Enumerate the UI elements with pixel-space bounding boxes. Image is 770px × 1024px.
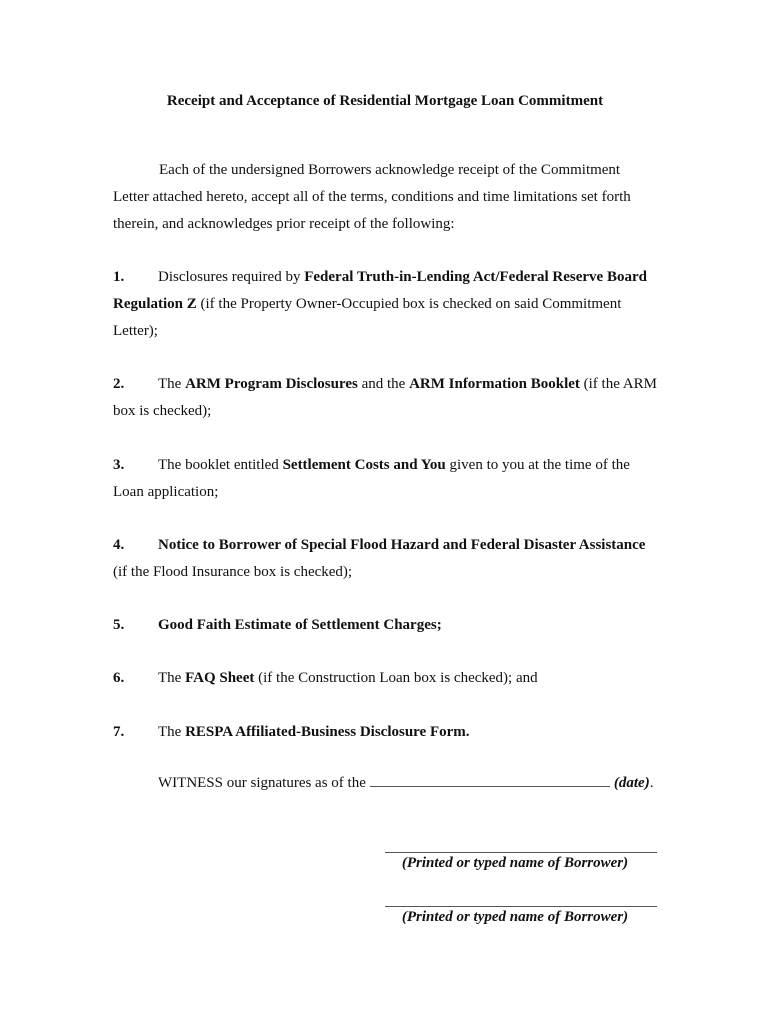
item-bold-text: RESPA Affiliated-Business Disclosure Form. — [185, 724, 470, 740]
signature-line-1[interactable] — [385, 852, 657, 853]
date-label: (date) — [613, 775, 650, 791]
item-bold-text: Good Faith Estimate of Settlement Charges; — [158, 617, 442, 633]
item-number: 1. — [113, 269, 125, 285]
list-item-1: 1. Disclosures required by Federal Truth-in-Lending Act/Federal Reserve Board Regulation Z (if the Property Owner-Occupied box is checked on said Commitment Letter); — [113, 264, 658, 345]
signature-label-1: (Printed or typed name of Borrower) — [401, 855, 629, 871]
signature-label-2: (Printed or typed name of Borrower) — [401, 909, 629, 925]
item-number: 6. — [113, 670, 125, 686]
item-number: 7. — [113, 724, 125, 740]
item-number: 3. — [113, 457, 125, 473]
list-item-5 — [113, 612, 658, 639]
item-number: 4. — [113, 537, 125, 553]
item-number: 5. — [113, 617, 125, 633]
item-bold-text: Federal Truth-in-Lending Act/Federal Reserve Board Regulation Z — [113, 269, 647, 312]
document-title: Receipt and Acceptance of Residential Mortgage Loan Commitment — [166, 93, 604, 109]
item-bold-text: FAQ Sheet — [185, 670, 255, 686]
item-bold-text: ARM Program Disclosures — [185, 376, 358, 392]
item-bold-text: Notice to Borrower of Special Flood Hazard and Federal Disaster Assistance — [158, 537, 646, 553]
signature-line-2[interactable] — [385, 906, 657, 907]
date-input-line[interactable] — [370, 774, 610, 787]
list-item-7: 7. The RESPA Affiliated-Business Disclosure Form. — [113, 719, 658, 746]
list-item-2: 2. The ARM Program Disclosures and the ARM Information Booklet (if the ARM box is checked); — [113, 371, 658, 425]
item-bold-text: ARM Information Booklet — [409, 376, 580, 392]
list-item-6: 6. The FAQ Sheet (if the Construction Loan box is checked); and — [113, 665, 658, 692]
intro-text: Each of the undersigned Borrowers acknowledge receipt of the Commitment Letter attached hereto, accept all of the terms, conditions and time limitations set forth therein, and acknowledges prior receipt of the following: — [113, 162, 631, 232]
list-item-3: 3. The booklet entitled Settlement Costs and You given to you at the time of the Loan application; — [113, 452, 658, 506]
item-bold-text: Settlement Costs and You — [282, 457, 446, 473]
witness-text: WITNESS our signatures as of the — [158, 775, 366, 791]
witness-line: WITNESS our signatures as of the (date). — [158, 775, 654, 791]
item-number: 2. — [113, 376, 125, 392]
intro-paragraph — [113, 157, 658, 238]
list-item-4: 4. Notice to Borrower of Special Flood Hazard and Federal Disaster Assistance (if the Flood Insurance box is checked); — [113, 532, 658, 586]
